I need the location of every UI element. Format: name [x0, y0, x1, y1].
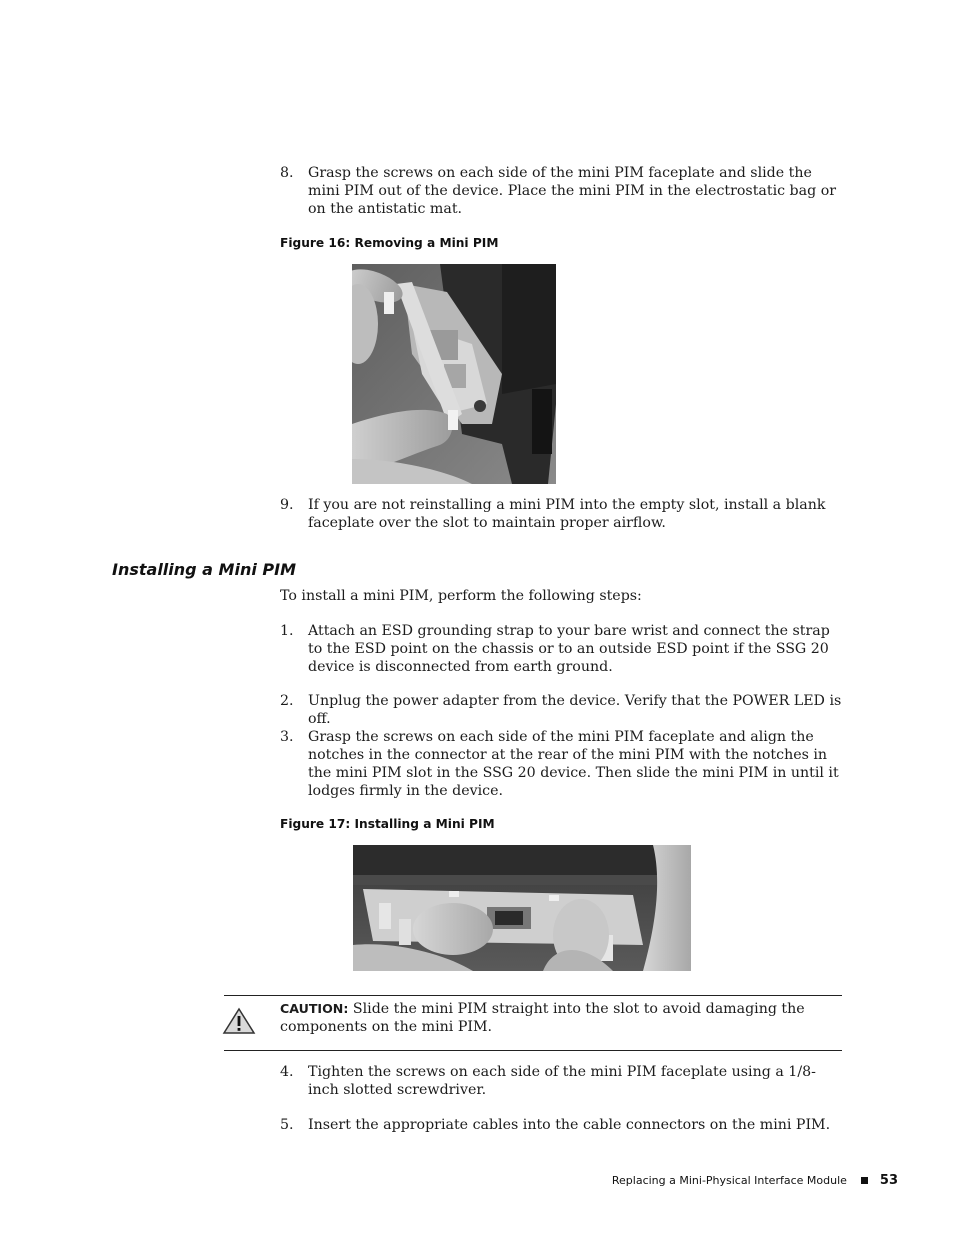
step-text: Attach an ESD grounding strap to your bare wrist and connect the strap to the ESD point on the chassis or to an outside ESD point if the SSG 20 device is disconnected from earth ground.	[308, 623, 830, 675]
step-3	[280, 728, 842, 800]
section-heading: Installing a Mini PIM	[112, 560, 296, 579]
figure-16-caption: Figure 16: Removing a Mini PIM	[280, 236, 499, 250]
caution-note	[280, 1000, 820, 1036]
page-footer	[612, 1173, 898, 1188]
footer-separator-square	[861, 1177, 868, 1184]
step-text: Insert the appropriate cables into the cable connectors on the mini PIM.	[308, 1117, 831, 1133]
step-text: Unplug the power adapter from the device. Verify that the POWER LED is off.	[308, 693, 842, 727]
figure-17-caption: Figure 17: Installing a Mini PIM	[280, 817, 495, 831]
caution-body: Slide the mini PIM straight into the slot to avoid damaging the components on the mini PIM.	[280, 1001, 805, 1035]
step-4	[280, 1063, 842, 1099]
step-text: If you are not reinstalling a mini PIM into the empty slot, install a blank faceplate over the slot to maintain proper airflow.	[308, 497, 826, 531]
step-9	[280, 496, 842, 532]
caution-top-rule	[224, 995, 842, 996]
page-number: 53	[879, 1173, 898, 1188]
figure-17-photo	[353, 845, 691, 971]
step-text: Tighten the screws on each side of the mini PIM faceplate using a 1/8-inch slotted screwdriver.	[308, 1064, 816, 1098]
warning-triangle-icon	[222, 1007, 256, 1039]
step-text: Grasp the screws on each side of the mini PIM faceplate and slide the mini PIM out of the device. Place the mini PIM in the electrostatic bag or on the antistatic mat.	[308, 165, 837, 217]
caution-label: CAUTION:	[280, 1001, 349, 1016]
step-number: 2.	[280, 693, 294, 709]
figure-16-photo	[352, 264, 556, 484]
step-5	[280, 1116, 842, 1134]
step-number: 5.	[280, 1117, 294, 1133]
section-intro: To install a mini PIM, perform the following steps:	[280, 588, 642, 604]
step-number: 9.	[280, 497, 294, 513]
step-number: 3.	[280, 729, 294, 745]
step-1	[280, 622, 842, 676]
step-text: Grasp the screws on each side of the mini PIM faceplate and align the notches in the connector at the rear of the mini PIM with the notches in the mini PIM slot in the SSG 20 device. Then slide the mini PIM in until it lodges firmly in the device.	[308, 729, 839, 799]
footer-title: Replacing a Mini-Physical Interface Module	[611, 1174, 847, 1187]
step-2	[280, 692, 842, 728]
step-number: 4.	[280, 1064, 294, 1080]
step-number: 8.	[280, 165, 294, 181]
caution-bottom-rule	[224, 1050, 842, 1051]
step-number: 1.	[280, 623, 294, 639]
step-8	[280, 164, 842, 218]
